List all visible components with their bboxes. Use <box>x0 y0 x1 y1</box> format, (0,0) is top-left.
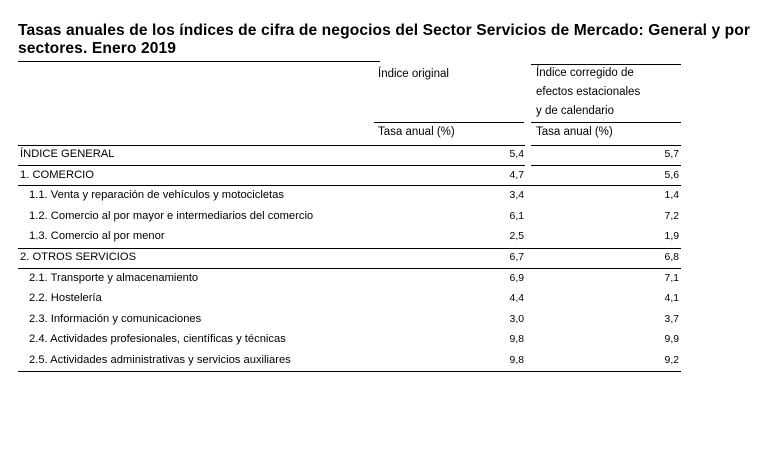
row-value-corrected: 9,9 <box>664 334 679 346</box>
row-value-original: 6,9 <box>509 272 524 284</box>
row-value-corrected: 6,8 <box>664 251 679 263</box>
table-row <box>18 289 681 310</box>
table-row <box>18 330 681 351</box>
row-value-corrected: 1,9 <box>664 231 679 243</box>
row-value-corrected: 5,7 <box>664 149 679 160</box>
header-corrected-line-2: efectos estacionales <box>536 86 641 98</box>
table-row <box>18 310 681 331</box>
header-tasa-original: Tasa anual (%) <box>378 126 455 138</box>
row-label: 2.3. Información y comunicaciones <box>29 312 202 325</box>
row-value-original: 3,4 <box>509 190 524 202</box>
row-label: 2. OTROS SERVICIOS <box>20 250 137 263</box>
header-corrected-line-3: y de calendario <box>536 105 614 117</box>
row-label: ÍNDICE GENERAL <box>20 148 115 160</box>
table-row <box>18 207 681 228</box>
row-label: 1.3. Comercio al por menor <box>29 230 165 243</box>
row-label: 1. COMERCIO <box>20 168 94 181</box>
row-label: 2.5. Actividades administrativas y servicios auxiliares <box>29 353 291 366</box>
table-row-otros-servicios <box>18 248 681 269</box>
row-value-original: 4,4 <box>509 293 524 305</box>
header-tasa-corrected: Tasa anual (%) <box>536 126 613 138</box>
table-row-indice-general <box>18 145 681 166</box>
row-value-original: 6,1 <box>509 210 524 222</box>
row-value-original: 6,7 <box>509 251 524 263</box>
row-value-original: 9,8 <box>509 354 524 366</box>
row-value-corrected: 7,2 <box>664 210 679 222</box>
data-table <box>18 145 681 372</box>
row-value-original: 9,8 <box>509 334 524 346</box>
table-title: Tasas anuales de los índices de cifra de negocios del Sector Servicios de Mercado: General y por sectores. Enero 2019 <box>18 22 751 57</box>
title-divider <box>18 61 380 62</box>
row-value-corrected: 3,7 <box>664 313 679 325</box>
row-value-corrected: 1,4 <box>664 190 679 202</box>
row-value-corrected: 5,6 <box>664 169 679 181</box>
header-original-index: Índice original <box>378 68 449 80</box>
row-value-original: 4,7 <box>509 169 524 181</box>
header-corrected-line-1: Índice corregido de <box>536 67 634 79</box>
table-row <box>18 227 681 248</box>
table-row <box>18 269 681 290</box>
row-label: 2.1. Transporte y almacenamiento <box>29 271 199 284</box>
row-label: 1.1. Venta y reparación de vehículos y motocicletas <box>29 189 284 202</box>
header-divider-tasa-corrected <box>531 122 681 123</box>
row-value-original: 5,4 <box>509 149 524 160</box>
column-gap-top <box>525 145 531 166</box>
row-label: 2.4. Actividades profesionales, científicas y técnicas <box>29 333 286 346</box>
row-value-corrected: 4,1 <box>664 293 679 305</box>
row-value-original: 3,0 <box>509 313 524 325</box>
row-label: 1.2. Comercio al por mayor e intermediarios del comercio <box>29 209 314 222</box>
row-value-corrected: 7,1 <box>664 272 679 284</box>
row-value-corrected: 9,2 <box>664 354 679 366</box>
table-row-comercio <box>18 166 681 187</box>
header-corrected-index <box>536 64 686 121</box>
row-label: 2.2. Hostelería <box>29 292 102 305</box>
header-divider-tasa-original <box>374 122 524 123</box>
table-row <box>18 351 681 372</box>
row-value-original: 2,5 <box>509 231 524 243</box>
table-row <box>18 186 681 207</box>
